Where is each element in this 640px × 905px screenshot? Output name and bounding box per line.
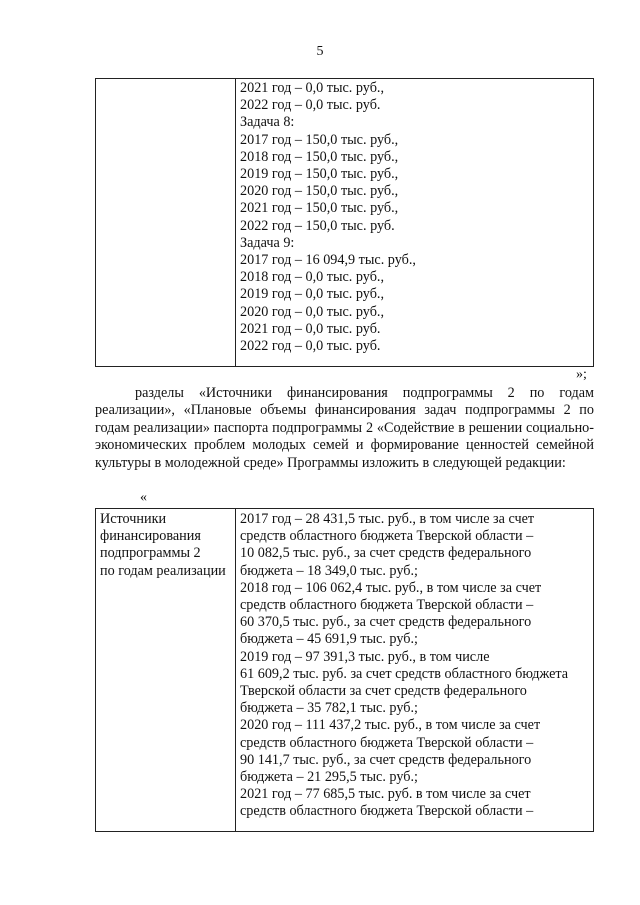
table1-right-cell — [236, 79, 594, 367]
table2-left-line: по годам реализации — [100, 562, 226, 579]
table2-line: бюджета – 45 691,9 тыс. руб.; — [240, 631, 418, 648]
opening-quote: « — [140, 490, 147, 505]
table1-line: Задача 8: — [240, 114, 295, 131]
table1-line: 2021 год – 0,0 тыс. руб. — [240, 320, 381, 337]
table2-line: бюджета – 35 782,1 тыс. руб.; — [240, 700, 418, 717]
table2-left-line: подпрограммы 2 — [100, 545, 201, 562]
table1-line: Задача 9: — [240, 234, 295, 251]
table2-line: средств областного бюджета Тверской области – — [240, 734, 534, 751]
table2-line: бюджета – 18 349,0 тыс. руб.; — [240, 562, 418, 579]
table2-line: средств областного бюджета Тверской области – — [240, 597, 534, 614]
table2-line: 90 141,7 тыс. руб., за счет средств федерального — [240, 751, 532, 768]
closing-quote: »; — [576, 367, 587, 382]
table2-line: 2019 год – 97 391,3 тыс. руб., в том числе — [240, 648, 490, 665]
table1-line: 2017 год – 150,0 тыс. руб., — [240, 131, 399, 148]
table1-line: 2022 год – 0,0 тыс. руб. — [240, 338, 381, 355]
table2-right-cell — [236, 509, 594, 832]
table1-left-cell — [96, 79, 236, 367]
table2-left-cell — [96, 509, 236, 832]
table2-line: 2017 год – 28 431,5 тыс. руб., в том числе за счет — [240, 511, 535, 527]
table2-line: 2020 год – 111 437,2 тыс. руб., в том числе за счет — [240, 717, 541, 734]
table2-line: бюджета – 21 295,5 тыс. руб.; — [240, 769, 418, 786]
table2-line: средств областного бюджета Тверской области – — [240, 528, 534, 545]
table1-line: 2021 год – 150,0 тыс. руб., — [240, 200, 399, 217]
table1-line: 2019 год – 0,0 тыс. руб., — [240, 286, 385, 303]
page-number: 5 — [316, 44, 324, 59]
table2-line: 2018 год – 106 062,4 тыс. руб., в том числе за счет — [240, 579, 542, 596]
table2-line: 10 082,5 тыс. руб., за счет средств федерального — [240, 545, 532, 562]
table1-line: 2019 год – 150,0 тыс. руб., — [240, 166, 399, 183]
table2-line: Тверской области за счет средств федерального — [240, 683, 527, 700]
table1-line: 2020 год – 0,0 тыс. руб., — [240, 303, 385, 320]
table1-line: 2018 год – 0,0 тыс. руб., — [240, 269, 385, 286]
table2-line: 60 370,5 тыс. руб., за счет средств федерального — [240, 614, 532, 631]
funding-sources-table — [95, 508, 594, 832]
table1-line: 2022 год – 0,0 тыс. руб. — [240, 97, 381, 114]
table2-line: средств областного бюджета Тверской области – — [240, 803, 534, 820]
funding-table-continued — [95, 78, 594, 367]
table1-line: 2017 год – 16 094,9 тыс. руб., — [240, 252, 416, 269]
table2-left-line: Источники — [100, 511, 167, 527]
table2-line: 2021 год – 77 685,5 тыс. руб. в том числе за счет — [240, 786, 531, 803]
table1-line: 2020 год – 150,0 тыс. руб., — [240, 183, 399, 200]
table1-line: 2022 год – 150,0 тыс. руб. — [240, 217, 395, 234]
table2-line: 61 609,2 тыс. руб. за счет средств областного бюджета — [240, 665, 569, 682]
table2-left-line: финансирования — [100, 528, 201, 545]
table1-line: 2021 год – 0,0 тыс. руб., — [240, 80, 385, 96]
body-paragraph: разделы «Источники финансирования подпрограммы 2 по годам реализации», «Плановые объемы финансирования задач подпрограммы 2 по годам реализации» паспорта подпрограммы 2 «Содействие в решении социально-экономических проблем молодых семей и формирование ценностей семейной культуры в молодежной среде» Программы изложить в следующей редакции: — [95, 385, 594, 471]
table1-line: 2018 год – 150,0 тыс. руб., — [240, 148, 399, 165]
